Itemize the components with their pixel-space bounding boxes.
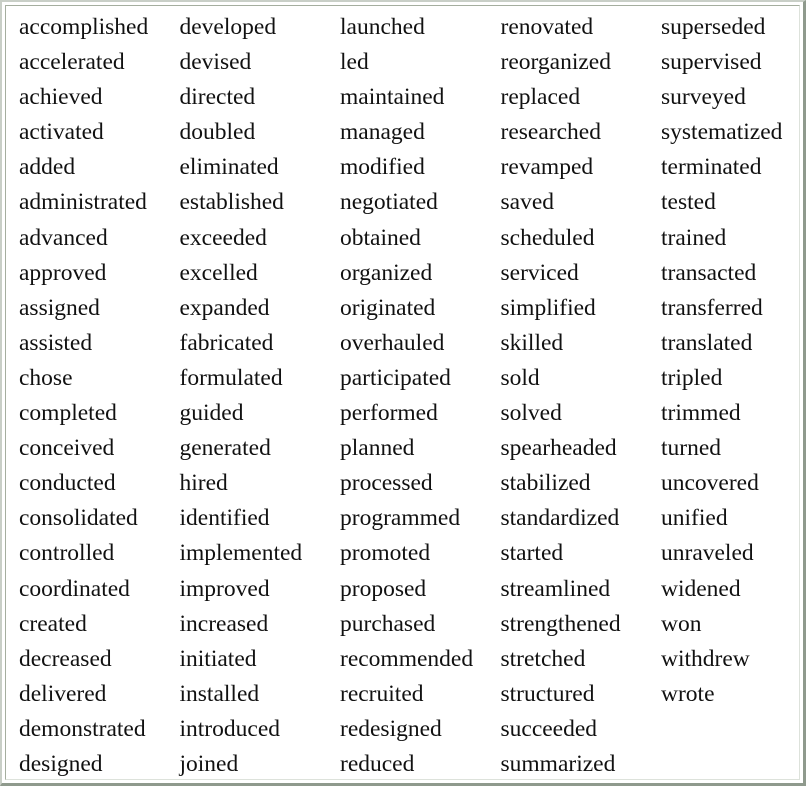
action-verb: joined — [179, 750, 239, 777]
action-verb: unraveled — [661, 540, 754, 567]
action-verb: streamlined — [500, 575, 611, 602]
action-verb: led — [340, 49, 369, 76]
action-verb: consolidated — [19, 505, 138, 532]
action-verb: accomplished — [19, 14, 149, 40]
action-verb: widened — [661, 575, 741, 602]
action-verb: negotiated — [340, 189, 438, 216]
action-verb: serviced — [500, 259, 579, 286]
action-verb: recommended — [340, 645, 474, 672]
action-verb: started — [500, 540, 564, 567]
word-column-4 — [501, 10, 662, 782]
action-verb: devised — [179, 49, 252, 76]
action-verb: controlled — [19, 540, 115, 567]
action-verb: simplified — [500, 294, 596, 321]
action-verb: strengthened — [500, 610, 621, 637]
action-verb: doubled — [179, 119, 256, 146]
action-verb: added — [19, 154, 76, 181]
action-verb: replaced — [500, 84, 581, 111]
action-verb: maintained — [340, 84, 445, 111]
action-verb: overhauled — [340, 329, 445, 356]
word-column-3 — [340, 10, 501, 782]
action-verb: accelerated — [19, 49, 125, 76]
action-verb: standardized — [500, 505, 620, 532]
action-verb: redesigned — [340, 715, 442, 742]
action-verb: unified — [661, 505, 728, 532]
action-verb: assisted — [19, 329, 93, 356]
action-verb: revamped — [500, 154, 594, 181]
word-column-5 — [661, 10, 806, 782]
action-verb: created — [19, 610, 87, 637]
action-verb: summarized — [500, 750, 616, 777]
action-verb: transacted — [661, 259, 757, 286]
action-verb: generated — [179, 435, 271, 462]
action-verb: obtained — [340, 224, 421, 251]
action-verb: originated — [340, 294, 436, 321]
action-verb: surveyed — [661, 84, 746, 111]
action-verb: directed — [179, 84, 256, 111]
action-verbs-grid — [19, 10, 806, 782]
action-verb: demonstrated — [19, 715, 146, 742]
action-verb: withdrew — [661, 645, 750, 672]
action-verb: proposed — [340, 575, 427, 602]
action-verb: wrote — [661, 680, 715, 707]
action-verb: solved — [500, 400, 562, 427]
word-column-2 — [180, 10, 341, 782]
action-verb: turned — [661, 435, 722, 462]
action-verb: reduced — [340, 750, 415, 777]
action-verb: activated — [19, 119, 104, 146]
action-verb: delivered — [19, 680, 107, 707]
action-verb: spearheaded — [500, 435, 617, 462]
action-verb: participated — [340, 364, 451, 391]
action-verb: recruited — [340, 680, 424, 707]
action-verb: conceived — [19, 435, 115, 462]
action-verb: superseded — [661, 14, 766, 40]
action-verb: translated — [661, 329, 753, 356]
action-verb: scheduled — [500, 224, 595, 251]
action-verb: researched — [500, 119, 601, 146]
action-verb: modified — [340, 154, 425, 181]
action-verb: structured — [500, 680, 595, 707]
action-verb: reorganized — [500, 49, 611, 76]
action-verb: succeeded — [500, 715, 598, 742]
word-column-1 — [19, 10, 180, 782]
action-verb: trimmed — [661, 400, 741, 427]
action-verb: performed — [340, 400, 438, 427]
action-verb: coordinated — [19, 575, 130, 602]
action-verb: processed — [340, 470, 433, 497]
action-verb: renovated — [500, 14, 594, 40]
action-verb: won — [661, 610, 702, 637]
action-verb: developed — [179, 14, 277, 40]
action-verb: uncovered — [661, 470, 759, 497]
action-verb: managed — [340, 119, 425, 146]
action-verb: planned — [340, 435, 415, 462]
action-verb: improved — [179, 575, 270, 602]
action-verb: terminated — [661, 154, 762, 181]
action-verb: saved — [500, 189, 555, 216]
action-verb: tripled — [661, 364, 723, 391]
action-verb: guided — [179, 400, 244, 427]
action-verb: introduced — [179, 715, 280, 742]
action-verb: sold — [500, 364, 540, 391]
action-verb: systematized — [661, 119, 783, 146]
action-verb: organized — [340, 259, 433, 286]
action-verb: assigned — [19, 294, 100, 321]
action-verb: approved — [19, 259, 107, 286]
action-verb: implemented — [179, 540, 303, 567]
action-verb: supervised — [661, 49, 762, 76]
action-verb: established — [179, 189, 284, 216]
action-verb: stabilized — [500, 470, 591, 497]
action-verb: stretched — [500, 645, 586, 672]
action-verb: trained — [661, 224, 727, 251]
action-verb: programmed — [340, 505, 461, 532]
action-verb: excelled — [179, 259, 258, 286]
action-verb: hired — [179, 470, 228, 497]
action-verb: chose — [19, 364, 73, 391]
action-verb: eliminated — [179, 154, 279, 181]
action-verb: identified — [179, 505, 270, 532]
action-verb: exceeded — [179, 224, 267, 251]
action-verb: tested — [661, 189, 716, 216]
action-verb: decreased — [19, 645, 112, 672]
action-verb: achieved — [19, 84, 103, 111]
action-verb: initiated — [179, 645, 257, 672]
action-verb: launched — [340, 14, 425, 40]
action-verb: conducted — [19, 470, 116, 497]
action-verb: fabricated — [179, 329, 274, 356]
action-verb: promoted — [340, 540, 431, 567]
action-verb: skilled — [500, 329, 564, 356]
action-verb: expanded — [179, 294, 270, 321]
action-verb: installed — [179, 680, 260, 707]
action-verb: increased — [179, 610, 269, 637]
action-verb: designed — [19, 750, 103, 777]
action-verb: transferred — [661, 294, 763, 321]
action-verb: administrated — [19, 189, 147, 216]
action-verb: completed — [19, 400, 117, 427]
action-verb: formulated — [179, 364, 283, 391]
action-verb: advanced — [19, 224, 108, 251]
action-verb: purchased — [340, 610, 436, 637]
